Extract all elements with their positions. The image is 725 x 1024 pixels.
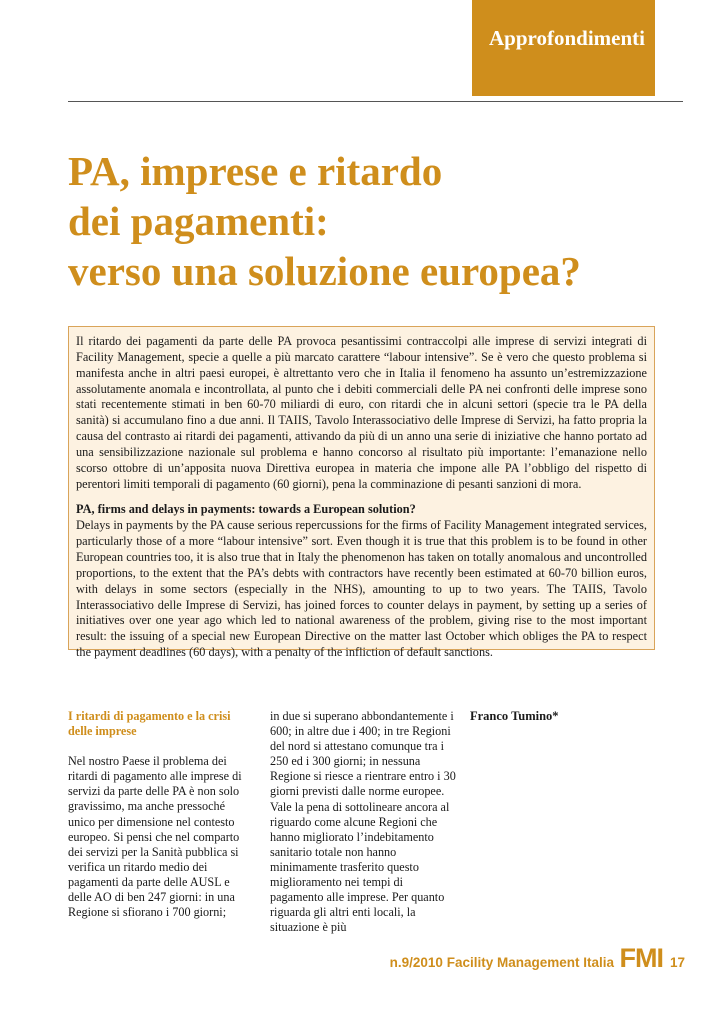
- author-name: Franco Tumino*: [470, 709, 559, 723]
- section-subheading: I ritardi di pagamento e la crisi delle imprese: [68, 709, 231, 739]
- title-line: PA, imprese e ritardo: [68, 148, 443, 194]
- fmi-logo: FMI: [619, 943, 663, 973]
- body-text: Nel nostro Paese il problema dei ritardi di pagamento alle imprese di servizi da parte delle PA è non solo gravissimo, ma anche pressoché unico per dimensione nel contesto europeo. Si pensi che nel comparto dei servizi per la Sanità pubblica si verifica un ritardo medio dei pagamenti da parte delle AUSL e delle AO di ben 247 giorni: in una Regione si sfiorano i 700 giorni;: [68, 754, 242, 920]
- body-text: in due si superano abbondantemente i 600; in altre due i 400; in tre Regioni del nord si attestano comunque tra i 250 ed i 300 giorni; in nessuna Regione si riesce a rientrare entro i 30 giorni previsti dalle norme europee. Vale la pena di sottolineare ancora al riguardo come alcune Regioni che hanno migliorato l’indebitamento sanitario totale non hanno minimamente trasferito questo miglioramento nei tempi di pagamento alle imprese. Per quanto riguarda gli altri enti locali, la situazione è più: [270, 709, 456, 935]
- abstract-box: [68, 326, 655, 660]
- title-line: dei pagamenti:: [68, 198, 329, 244]
- abstract-italian: Il ritardo dei pagamenti da parte delle PA provoca pesantissimi contraccolpi alle imprese di servizi integrati di Facility Management, specie a quelle a più marcato carattere “labour intensive”. Se è vero che questo problema si manifesta anche in altri paesi europei, è altrettanto vero che in Italia il fenomeno ha assunto un’estremizzazione assolutamente anomala e incontrollata, al punto che i debiti commerciali delle PA nei confronti delle imprese sono stati recentemente stimati in ben 60-70 miliardi di euro, con ritardi che in alcuni settori (specie tra le PA della sanità) si accumulano fino a due anni. Il TAIIS, Tavolo Interassociativo delle Imprese di Servizi, ha fatto propria la causa del contrasto ai ritardi dei pagamenti, attivando da più di un anno una serie di iniziative che hanno portato ad una sensibilizzazione nazionale sul problema e hanno concorso al risultato più importante: l’emanazione nello scorso ottobre di un’apposita nuova Direttiva europea in materia che impone alle PA l’obbligo del rispetto di perentori limiti temporali di pagamento (60 giorni), pena la comminazione di pesanti sanzioni di mora.: [76, 334, 647, 491]
- body-column-2: [270, 709, 456, 935]
- section-tab: [472, 0, 655, 96]
- page-number: 17: [669, 955, 685, 970]
- abstract-english: Delays in payments by the PA cause serious repercussions for the firms of Facility Management integrated services, particularly those of a more “labour intensive” sort. Even though it is true that this problem is to be found in other European countries too, it is also true that in Italy the phenomenon has taken on totally anomalous and uncontrolled proportions, to the extent that the PA’s debts with contractors have recently been estimated at 60-70 billion euros, with delays in some sectors (especially in the NHS), amounting to up to two years. The TAIIS, Tavolo Interassociativo delle Imprese di Servizi, has joined forces to counter delays in payment, by setting up a series of initiatives over one year ago which led to national awareness of the problem, giving rise to the most important result: the issuing of a special new European Directive on the matter last October which obliges the PA to respect the payment deadlines (60 days), with a penalty of the infliction of default sanctions.: [76, 518, 647, 660]
- page-footer: [300, 943, 685, 976]
- publication-info: n.9/2010 Facility Management Italia: [389, 955, 614, 970]
- title-line: verso una soluzione europea?: [68, 248, 581, 294]
- abstract-english-title: PA, firms and delays in payments: towards a European solution?: [76, 502, 416, 517]
- article-title: [68, 146, 668, 296]
- section-label: Approfondimenti: [489, 26, 645, 50]
- body-column-1: [68, 709, 254, 920]
- body-column-3: [470, 709, 656, 724]
- header-divider: [68, 101, 683, 102]
